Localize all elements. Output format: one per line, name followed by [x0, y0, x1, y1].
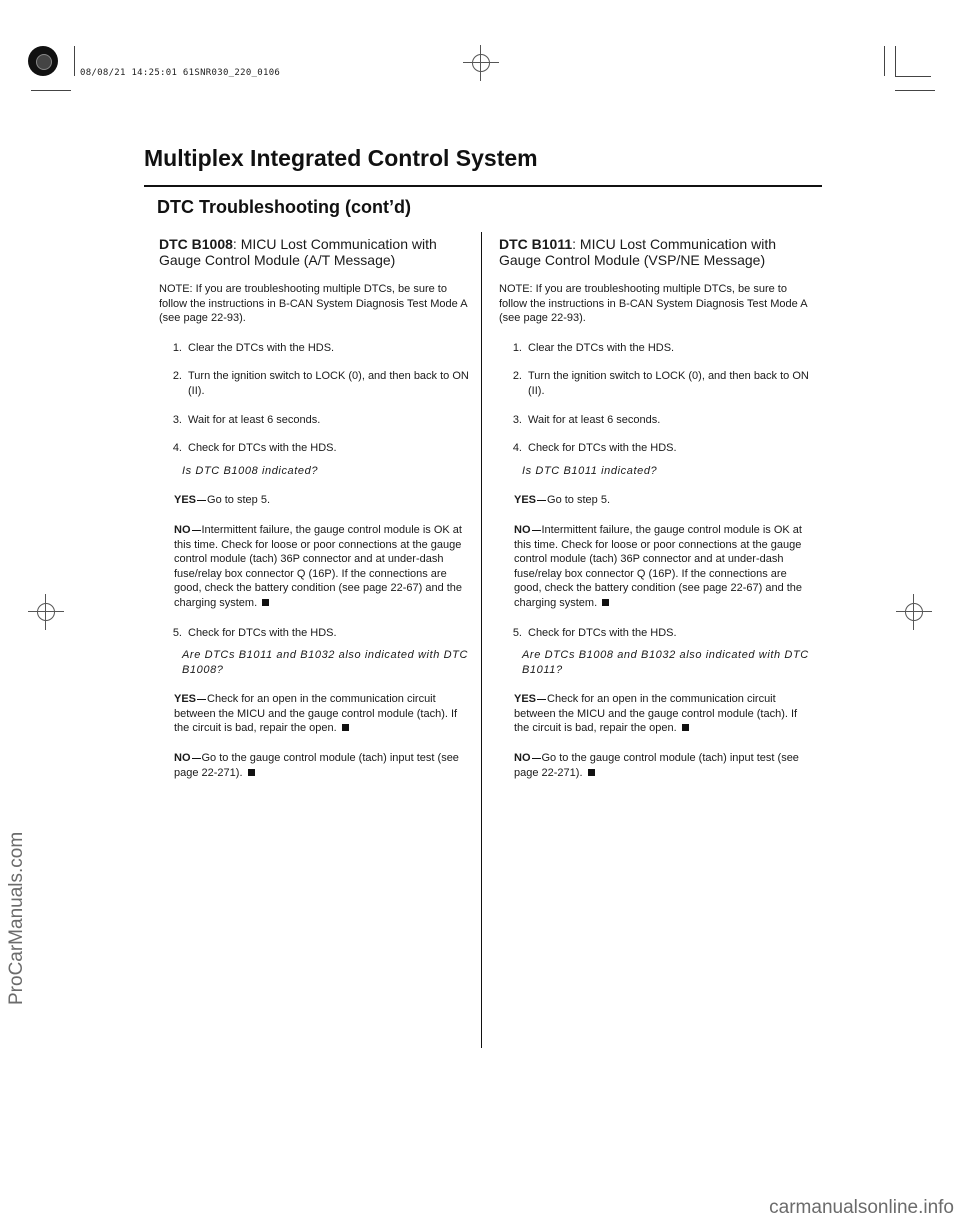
side-watermark: ProCarManuals.com	[6, 831, 27, 1005]
note: NOTE: If you are troubleshooting multiple DTCs, be sure to follow the instructions in B-CAN System Diagnosis Test Mode A (see page 22-93).	[159, 283, 467, 325]
note: NOTE: If you are troubleshooting multiple DTCs, be sure to follow the instructions in B-CAN System Diagnosis Test Mode A (see page 22-93).	[499, 283, 807, 325]
no-answer: NO Go to the gauge control module (tach) input test (see page 22-271).	[174, 752, 459, 779]
dtc-title: : MICU Lost Communication with Gauge Control Module (VSP/NE Message)	[499, 236, 776, 268]
page-title: Multiplex Integrated Control System	[144, 145, 538, 171]
dash-icon	[537, 699, 546, 700]
step: 5. Check for DTCs with the HDS.	[172, 626, 337, 639]
yes-answer: YES Go to step 5.	[174, 494, 270, 507]
header-divider	[144, 185, 822, 187]
dtc-code: DTC B1008	[159, 236, 233, 252]
step: 2. Turn the ignition switch to LOCK (0), and then back to ON (II).	[512, 370, 809, 397]
no-answer: NO Intermittent failure, the gauge control module is OK at this time. Check for loose or poor connections at the gauge control module (tach) 36P connector and at under-dash fuse/relay box connector Q (16P). If the connections are good, check the battery condition (see page 22-67) and the charging system.	[514, 523, 803, 609]
registration-mark-icon	[28, 46, 58, 76]
dash-icon	[192, 530, 201, 531]
dtc-heading	[499, 236, 809, 268]
end-square-icon	[602, 599, 609, 606]
column-divider	[481, 232, 482, 1048]
crosshair-icon	[463, 45, 499, 81]
dash-icon	[537, 500, 546, 501]
dtc-heading	[159, 236, 469, 268]
no-answer: NO Intermittent failure, the gauge control module is OK at this time. Check for loose or poor connections at the gauge control module (tach) 36P connector and at under-dash fuse/relay box connector Q (16P). If the connections are good, check the battery condition (see page 22-67) and the charging system.	[174, 523, 463, 609]
step: 3. Wait for at least 6 seconds.	[172, 413, 321, 426]
question: Are DTCs B1011 and B1032 also indicated with DTC B1008?	[182, 649, 469, 676]
step: 4. Check for DTCs with the HDS.	[512, 442, 677, 455]
yes-answer: YES Check for an open in the communication circuit between the MICU and the gauge control module (tach). If the circuit is bad, repair the open.	[514, 693, 798, 735]
dtc-title: : MICU Lost Communication with Gauge Control Module (A/T Message)	[159, 236, 437, 268]
step: 4. Check for DTCs with the HDS.	[172, 442, 337, 455]
dash-icon	[532, 530, 541, 531]
question: Is DTC B1008 indicated?	[182, 464, 319, 477]
dash-icon	[197, 699, 206, 700]
crop-mark	[31, 90, 71, 91]
dtc-b1011-column	[499, 236, 809, 795]
crop-mark	[884, 46, 885, 76]
step: 1. Clear the DTCs with the HDS.	[172, 341, 335, 354]
bottom-watermark: carmanualsonline.info	[769, 1197, 954, 1218]
no-answer: NO Go to the gauge control module (tach) input test (see page 22-271).	[514, 752, 799, 779]
step: 1. Clear the DTCs with the HDS.	[512, 341, 675, 354]
question: Are DTCs B1008 and B1032 also indicated with DTC B1011?	[522, 649, 809, 676]
end-square-icon	[342, 724, 349, 731]
crop-mark	[895, 90, 935, 91]
yes-answer: YES Check for an open in the communication circuit between the MICU and the gauge control module (tach). If the circuit is bad, repair the open.	[174, 693, 458, 735]
print-timestamp: 08/08/21 14:25:01 61SNR030_220_0106	[80, 68, 281, 78]
crosshair-icon	[896, 594, 932, 630]
crop-mark	[895, 76, 931, 77]
dtc-b1008-column	[159, 236, 469, 795]
crop-mark	[74, 46, 75, 76]
step: 2. Turn the ignition switch to LOCK (0), and then back to ON (II).	[172, 370, 469, 397]
end-square-icon	[588, 769, 595, 776]
end-square-icon	[682, 724, 689, 731]
yes-answer: YES Go to step 5.	[514, 494, 610, 507]
dash-icon	[532, 758, 541, 759]
step: 5. Check for DTCs with the HDS.	[512, 626, 677, 639]
question: Is DTC B1011 indicated?	[522, 464, 658, 477]
dtc-code: DTC B1011	[499, 236, 573, 252]
dash-icon	[197, 500, 206, 501]
dash-icon	[192, 758, 201, 759]
end-square-icon	[248, 769, 255, 776]
crosshair-icon	[28, 594, 64, 630]
section-title: DTC Troubleshooting (cont’d)	[157, 197, 411, 217]
end-square-icon	[262, 599, 269, 606]
step: 3. Wait for at least 6 seconds.	[512, 413, 661, 426]
crop-mark	[895, 46, 896, 76]
